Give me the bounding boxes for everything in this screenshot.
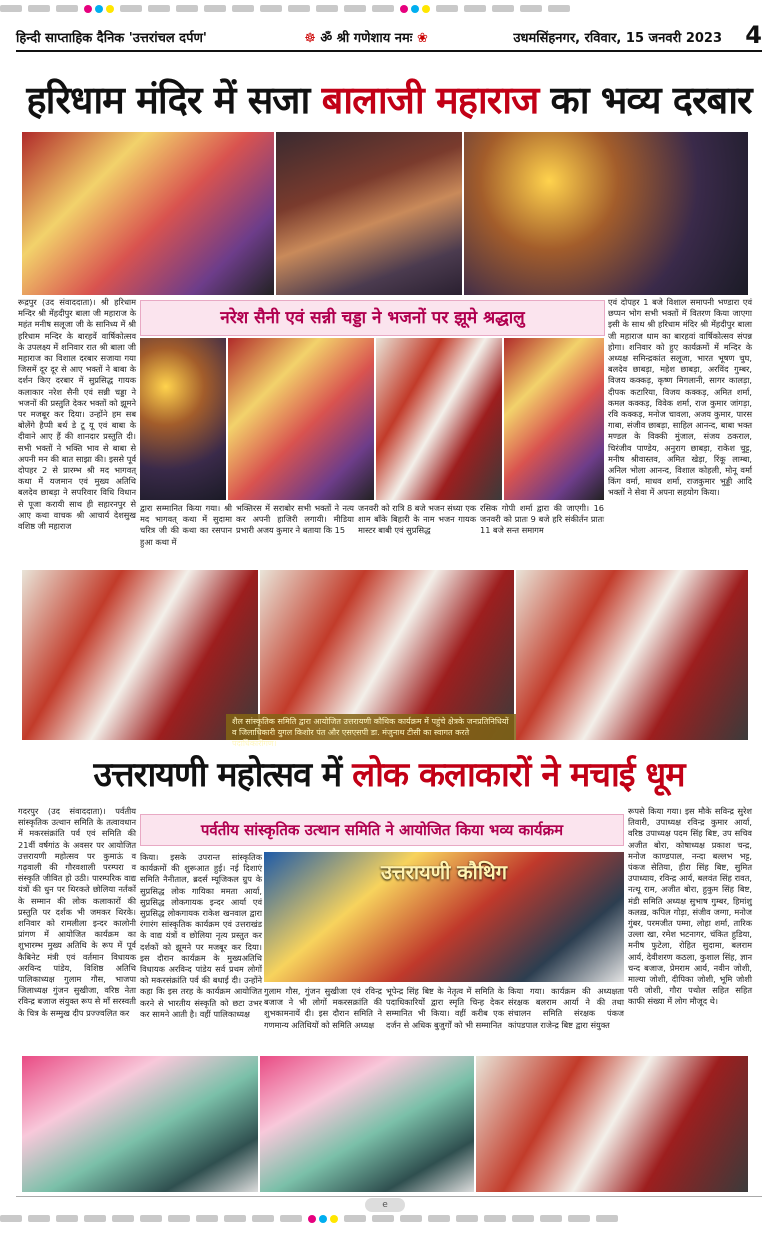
top-color-strip: [0, 4, 770, 14]
page-number: 4: [745, 21, 762, 49]
photo-singer-1: [140, 338, 226, 500]
story2-column-left: गदरपुर (उद संवाददाता)। पर्वतीय सांस्कृतिक उत्थान समिति के तत्वावधान में मकरसंक्रांति पर्व एवं समिति की 21वीं वर्षगांठ के अवसर पर आयोजित उत्तरायणी महोत्सव पर कुमाऊं व गढ़वाली की गौरवशाली परम्परा व संस्कृति जीवित हो उठी। पारम्परिक वाद्य यंत्रों की धुन पर थिरकते छोलिया नर्तकों के सम्मान की लोक कलाकारों की प्रस्तुति पर दर्शक भी जमकर थिरके। शनिवार को रामलीला इन्दर कालोनी प्रांगण में आयोजित कार्यक्रम का शुभारम्भ मुख्य अतिथि के रूप में पूर्व कैबिनेट मंत्री एवं वर्तमान विधायक अरविन्द पांडेय, विशिष्ठ अतिथि पालिकाध्यक्ष गुलाम गौस, भाजपा जिलाध्यक्ष गुंजन सुखीजा, वरिष्ठ नेता रविन्द्र बजाज संयुक्त रूप से माँ सरस्वती के चित्र के सम्मुख दीप प्रज्ज्वलित कर: [18, 806, 136, 1018]
photo-folk-dancers: [22, 1056, 258, 1192]
story1-column-a: द्वारा सम्मानित किया गया। श्री मद भागवत् कथा में सुदामा चरित्र जी की कथा का रसपान हुआ कथा में: [140, 503, 232, 547]
story1-column-b: भक्तिरस में सराबोर सभी भक्तों ने नत्य कर अपनी हाजिरी लगायी। मीडिया प्रभारी अजय कुमार ने बताया कि 15: [236, 503, 354, 536]
photo-festival-stage: [264, 852, 624, 982]
footer-mark: e: [365, 1198, 405, 1212]
photo-bhajan-stage: [22, 132, 274, 295]
photo-lamp-lighting: [22, 570, 258, 740]
story2-headline: उत्तरायणी महोत्सव में लोक कलाकारों ने मचाई धूम: [93, 755, 685, 795]
newspaper-name: हिन्दी साप्ताहिक दैनिक 'उत्तरांचल दर्पण': [16, 31, 207, 46]
page-header: [16, 21, 762, 52]
photo-devotees-1: [276, 132, 462, 295]
story1-column-left: रूद्रपुर (उद संवाददाता)। श्री हरिधाम मन्दिर श्री मेंहदीपुर बाला जी महाराज के महंत मनीष सलूजा जी के सानिध्य में श्री हरिधाम मन्दिर के बारहवें वार्षिकोत्सव के उपलक्ष्य में शनिवार रात श्री बाला जी महाराज का विशाल दरबार सजाया गया जिसमें दूर दूर से आए भक्तों ने बाबा के दर्शन किए दरबार में सुप्रसिद्ध गायक कलाकार नरेश सैनी एवं सन्नी चड्डा ने भजनों की प्रस्तुति देकर भक्तों को झूमने पर मजबूर कर दिया। उन्होंने हम सब बोलेंगे हैप्पी बर्थ डे टू यू एवं बाबा के दीवाने आए हैं की शानदार प्रस्तुति दी। सभी भक्तों ने भक्ति भाव से बाबा से अपनी मन की बात साझा की। इससे पूर्व दोपहर 2 से प्रारम्भ श्री मद भागवत् कथा में यजमान एवं मुख्य अतिथि बलदेव छाबड़ा ने सपरिवार विधि विधान से पूजा करायी साथ ही सहारनपुर से आए कथा वाचक श्री आचार्य देशसुख वशिष्ठ जी महाराज: [18, 297, 136, 532]
story1-column-right: एवं दोपहर 1 बजे विशाल समापनी भण्डारा एवं छप्पन भोग सभी भक्तों में वितरण किया जाएगा इसी के साथ श्री हरिधाम मंदिर श्री मेंहदीपुर बाला जी महाराज धाम का बारहवां वार्षिकोत्सव संपन्न होगा। शनिवार को हुए कार्यक्रमों में मन्दिर के अध्यक्ष समिन्द्रकांत सलूजा, भारत भूषण चुघ, बलदेव छाबड़ा, महेश छाबड़ा, अरविंद गुम्बर, विजय कक्कड़, कृष्ण मिगलानी, सागर कालड़ा, दीपक कटारिया, विजय कक्कड़, अमित शर्मा, कमल कक्कड़, विवेक शर्मा, राज कुमार जांगड़ा, रवि कक्कड़, मनोज चावला, अजय कुमार, पारस गाबा, संजीव छाबड़ा, साहिल आनन्द, बाबा भक्त मण्डल के विक्की मुंजाल, संजय ठकराल, चिरंजीव पाण्डेय, अनुराग छाबड़ा, राकेश चुट्ट, मनीष श्रीवास्तव, अमित खेड़ा, रिंकू लाम्बा, अनिल भोला आनन्द, विशाल कोहली, मोनू वर्मा किंग वर्मा, माधव शर्मा, राजकुमार भुड्डी आदि भक्तों ने सेवा में अपना सहयोग किया।: [608, 297, 752, 498]
story2-column-b: गुलाम गौस, गुंजन सुखीजा एवं रविन्द्र बजाज ने भी लोगों मकरसक्रांति की शुभकामनायें दी। इस दौरान समिति ने गणमान्य अतिथियों को समिति अध्यक्ष: [264, 986, 382, 1030]
footer-rule: [16, 1196, 762, 1197]
story2-column-right: रूपसे किया गया। इस मौके सविन्द्र सुरेश तिवारी, उपाध्यक्ष रविन्द्र कुमार आर्या, वरिष्ठ उपाध्यक्ष पदम सिंह बिष्ट, उप सचिव अजीत बोरा, कोषाध्यक्ष प्रकाश चन्द्र, मनोज काण्डपाल, नन्दा बल्लभ भट्ट, पंकज सेतिया, हीरा सिंह बिष्ट, सुमित उपाध्याय, रविन्द्र आर्य, बलवंत सिंह रावत, नत्थू राम, अजीत बोरा, हुकुम सिंह बिष्ट, मंडी समिति अध्यक्ष सुभाष गुम्बर, हिमांशु कलख़, कपिल गोड़ा, संजीव जग्गा, मनोज गुंबर, परमजीत पम्मा, लोहा शर्मा, तारिक उल्ला खा, रमेश भटनागर, चंकित हुडिया, मनीष फुटेला, रोहित सुदामा, बलराम आर्य, देवीशरण कठला, कुशाल सिंह, ज्ञान चन्द बजाज, प्रेमराम आर्य, नवीन जोशी, माल्या जोशी, दीपिका जोशी, भूमि जोशी परी जोशी, गौरा पथोल सहित सहित काफी संख्या में लोग मौजूद थे।: [628, 806, 752, 1007]
story2-column-d: किया गया। कार्यक्रम की अध्यक्षता संरक्षक बलराम आर्या ने की तथा संचालन समिति संरक्षक पंकज कांपडपाल राजेन्द्र बिष्ट द्वारा संयुक्त: [508, 986, 624, 1030]
festival-banner-text: उत्तरायणी कौथिग: [380, 860, 508, 884]
ganesha-icon: ❀: [416, 31, 428, 46]
photo-felicitation: [476, 1056, 748, 1192]
photo-devotees-2: [464, 132, 748, 295]
photo-honour-1: [376, 338, 502, 500]
invocation: ☸ ॐ श्री गणेशाय नमः ❀: [304, 31, 428, 46]
photo-memento: [516, 570, 748, 740]
om-icon: ☸: [304, 31, 316, 46]
bottom-color-strip: [0, 1214, 770, 1224]
photo-audience: [260, 1056, 474, 1192]
story2-column-a: किया। इसके उपरान्त सांस्कृतिक कार्यक्रमों की शुरूआत हुई। नई दिशाएं समिति नैनीताल, ब्रदर्स म्यूजिकल ग्रुप के सुप्रसिद्ध लोक गायिका ममता आर्या, सुप्रसिद्ध लोकगायक इन्दर आर्या एवं सुप्रसिद्ध लोकगायक राकेश खनवाल द्वारा रंगारंग सांस्कृतिक कार्यक्रम एवं उत्तराखंड के वाद्य यंत्रों व छोलिया नृत्य प्रस्तुत कर दर्शकों को झूमने पर मजबूर कर दिया। इस दौरान कार्यक्रम के मुख्यअतिथि विधायक अरविन्द पांडेय सर्व प्रथम लोगों को मकरसंक्रांति पर्व की बधाई दी। उन्होंने कहा कि इस तरह के कार्यक्रम आयोजित करने से भारतीय संस्कृति को छटा उभर कर सामने आती है। वहीं पालिकाध्यक्ष: [140, 852, 262, 1019]
photo-caption: शैल सांस्कृतिक समिति द्वारा आयोजित उत्तरायणी कौथिक कार्यक्रम में पहुंचे क्षेत्रके जनप्रतिनिधियों व जिलाधिकारी युगल किशोर पंत और एसएसपी डा. मंजुनाथ टीसी का स्वागत करते पदाधिकारीगण।: [226, 714, 516, 740]
story2-subhead: पर्वतीय सांस्कृतिक उत्थान समिति ने आयोजित किया भव्य कार्यक्रम: [140, 814, 624, 846]
story1-headline: हरिधाम मंदिर में सजा बालाजी महाराज का भव्य दरबार: [26, 77, 752, 122]
story1-subhead: नरेश सैनी एवं सन्नी चड्डा ने भजनों पर झूमे श्रद्धालु: [140, 300, 605, 336]
photo-honour-2: [504, 338, 604, 500]
story1-column-d: रसिक गोपी शर्मा द्वारा की जाएगी। 16 जनवरी को प्रातः 9 बजे हरि संकीर्तन प्रातः 11 बजे सन्त समागम: [480, 503, 604, 536]
story1-column-c: जनवरी को रात्रि 8 बजे भजन संध्या एक शाम बाँके बिहारी के नाम भजन गायक मास्टर बाबी एवं सुप्रसिद्ध: [358, 503, 477, 536]
photo-singer-2: [228, 338, 374, 500]
story2-column-c: भूपेन्द्र सिंह बिष्ट के नेतृत्व में समिति के पदाधिकारियों द्वारा स्मृति चिन्ह देकर सम्मानित भी किया। वहीं करीब एक दर्जन से अधिक बुजुर्गों को भी सम्मानित: [386, 986, 504, 1030]
dateline: उधमसिंहनगर, रविवार, 15 जनवरी 2023: [513, 31, 722, 46]
